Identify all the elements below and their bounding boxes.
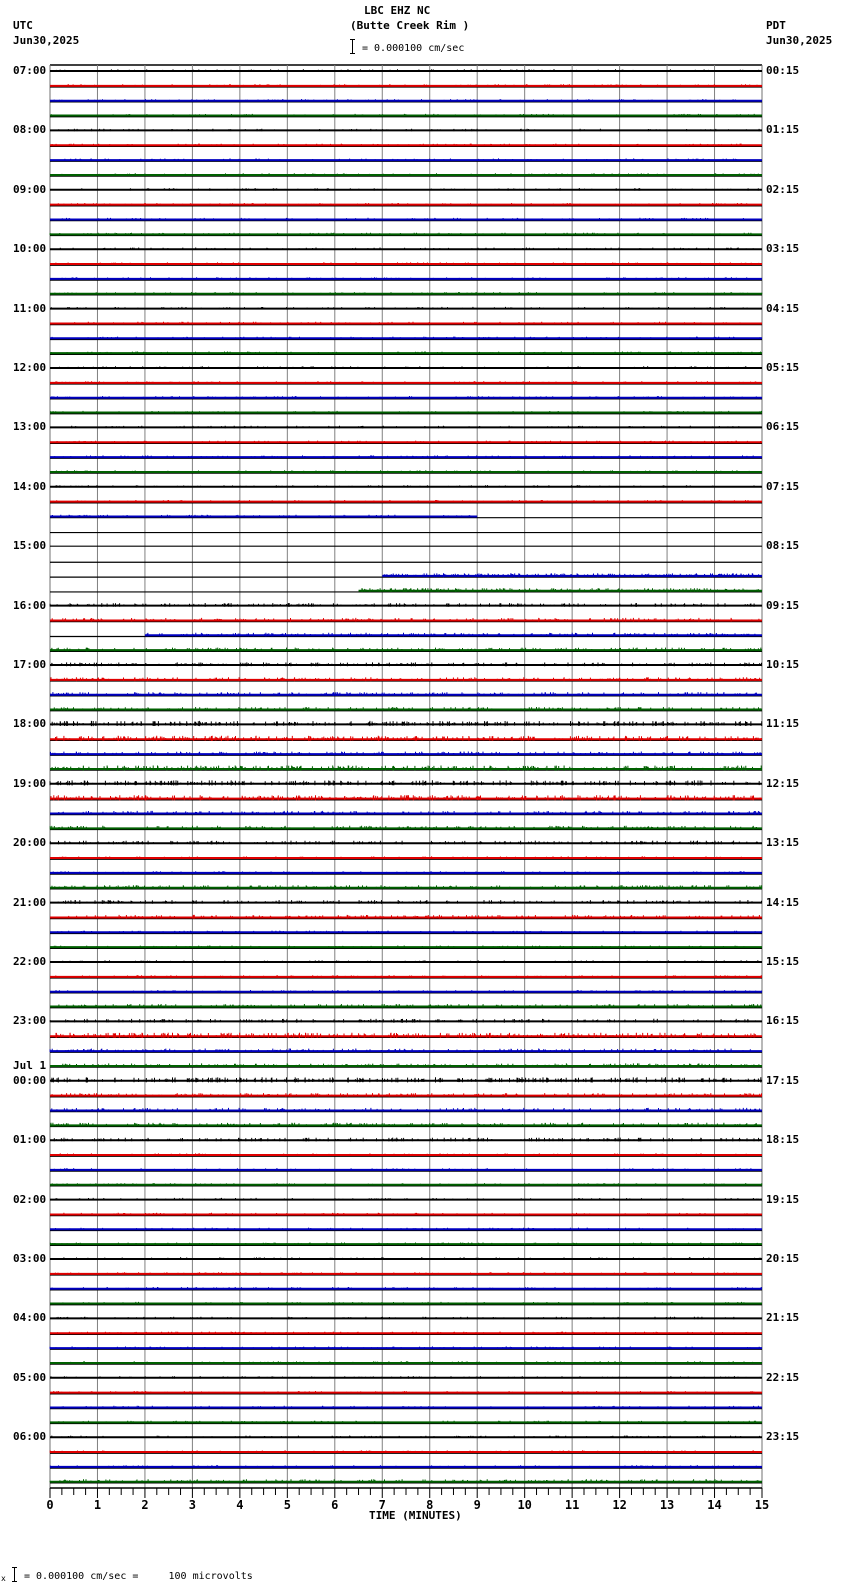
local-hour-label: 08:15 [766, 539, 800, 553]
x-tick-label: 1 [93, 1498, 102, 1512]
local-hour-label: 10:15 [766, 658, 800, 671]
utc-hour-label: 06:00 [13, 1430, 47, 1444]
utc-hour-label: 11:00 [13, 301, 47, 315]
utc-hour-label: 17:00 [13, 658, 47, 671]
local-hour-label: 18:15 [766, 1133, 800, 1147]
x-tick-label: 13 [659, 1498, 675, 1512]
local-hour-label: 02:15 [766, 182, 800, 196]
left-timezone: UTC [13, 19, 33, 32]
utc-hour-label: 14:00 [13, 479, 47, 493]
local-hour-label: 19:15 [766, 1192, 800, 1206]
local-hour-label: 13:15 [766, 836, 800, 850]
x-tick-label: 0 [46, 1498, 54, 1512]
local-hour-label: 15:15 [766, 955, 800, 968]
utc-hour-label: 00:00 [13, 1073, 47, 1087]
local-hour-label: 21:15 [766, 1311, 800, 1325]
utc-hour-label: 13:00 [13, 420, 47, 434]
utc-hour-label: 12:00 [13, 361, 47, 374]
local-hour-label: 23:15 [766, 1430, 800, 1444]
utc-hour-label: 07:00 [13, 64, 47, 77]
utc-hour-label: 04:00 [13, 1311, 47, 1325]
utc-hour-label: 01:00 [13, 1133, 47, 1147]
local-hour-label: 09:15 [766, 598, 800, 612]
local-hour-label: 04:15 [766, 301, 800, 315]
local-hour-label: 06:15 [766, 420, 800, 434]
utc-hour-label: 05:00 [13, 1370, 47, 1384]
utc-hour-label: 22:00 [13, 955, 47, 968]
station-title: LBC EHZ NC [364, 4, 431, 17]
x-tick-label: 8 [426, 1498, 434, 1512]
utc-hour-label: 02:00 [13, 1192, 47, 1206]
local-hour-label: 11:15 [766, 717, 800, 731]
x-tick-label: 14 [707, 1498, 722, 1512]
x-tick-label: 12 [612, 1498, 627, 1512]
x-tick-label: 4 [236, 1498, 244, 1512]
utc-hour-label: 15:00 [13, 539, 47, 553]
local-hour-label: 03:15 [766, 242, 800, 256]
x-tick-label: 15 [754, 1498, 770, 1512]
date-change-label: Jul 1 [13, 1058, 47, 1072]
site-name: (Butte Creek Rim ) [350, 19, 470, 32]
left-date: Jun30,2025 [13, 34, 80, 47]
utc-hour-label: 08:00 [13, 123, 47, 137]
utc-hour-label: 03:00 [13, 1252, 47, 1265]
x-tick-label: 7 [378, 1498, 386, 1512]
utc-hour-label: 09:00 [13, 182, 47, 196]
local-hour-label: 20:15 [766, 1252, 800, 1265]
x-tick-label: 5 [283, 1498, 291, 1512]
right-timezone: PDT [766, 19, 786, 32]
local-hour-label: 14:15 [766, 895, 800, 909]
local-hour-label: 22:15 [766, 1370, 800, 1384]
right-date: Jun30,2025 [766, 34, 833, 47]
x-tick-label: 2 [141, 1498, 149, 1512]
x-tick-label: 10 [517, 1498, 532, 1512]
local-hour-label: 01:15 [766, 123, 800, 137]
local-hour-label: 05:15 [766, 361, 800, 374]
x-tick-label: 3 [188, 1498, 197, 1512]
local-hour-label: 12:15 [766, 776, 800, 790]
footer-scale-label: = 0.000100 cm/sec = 100 microvolts [24, 1571, 253, 1582]
local-hour-label: 17:15 [766, 1073, 800, 1087]
x-axis-title: TIME (MINUTES) [369, 1509, 462, 1522]
x-tick-label: 11 [564, 1498, 580, 1512]
utc-hour-label: 20:00 [13, 836, 47, 850]
scale-label: = 0.000100 cm/sec [362, 43, 465, 54]
footer-prefix: x [1, 1574, 6, 1583]
utc-hour-label: 10:00 [13, 242, 47, 256]
utc-hour-label: 16:00 [13, 598, 47, 612]
utc-hour-label: 18:00 [13, 717, 47, 731]
local-hour-label: 16:15 [766, 1014, 800, 1028]
local-hour-label: 07:15 [766, 479, 800, 493]
x-tick-label: 9 [473, 1498, 481, 1512]
utc-hour-label: 23:00 [13, 1014, 47, 1028]
x-tick-label: 6 [331, 1498, 339, 1512]
utc-hour-label: 19:00 [13, 776, 47, 790]
utc-hour-label: 21:00 [13, 895, 47, 909]
local-hour-label: 00:15 [766, 64, 800, 77]
